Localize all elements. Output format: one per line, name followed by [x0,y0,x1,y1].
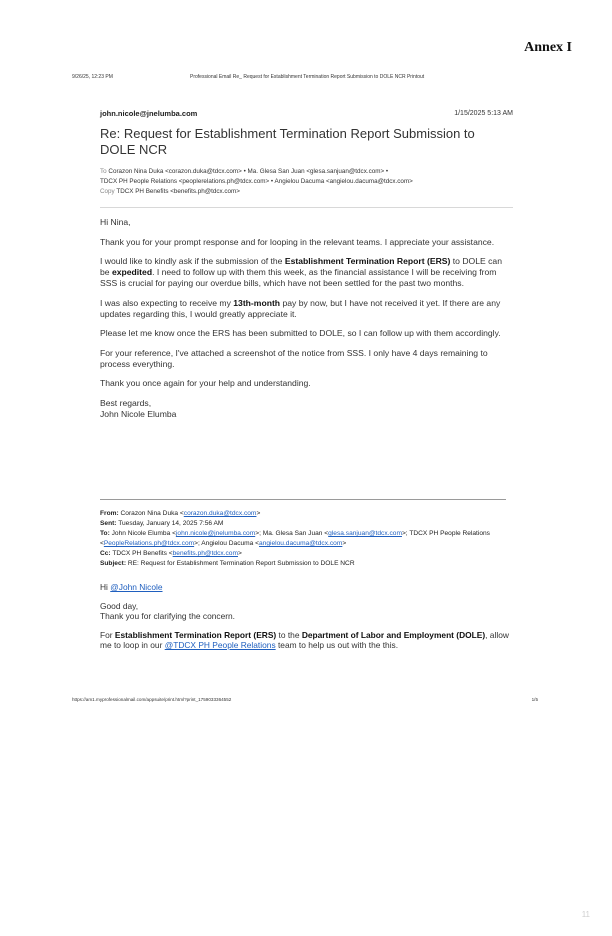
quoted-sent [100,519,512,529]
subject-value: RE: Request for Establishment Termination Report Submission to DOLE NCR [127,560,355,567]
to-value-1: Corazon Nina Duka <corazon.duka@tdcx.com> • Ma. Glesa San Juan <glesa.sanjuan@tdcx.com> • [108,168,389,175]
sent-label: Sent: [100,520,117,527]
sent-value: Tuesday, January 14, 2025 7:56 AM [118,520,224,527]
p2-bold-expedited: expedited [111,267,153,277]
paragraph-5: For your reference, I've attached a screenshot of the notice from SSS. I only have 4 days remaining to process everything. [100,347,488,369]
qp-text-e: team to help us out with the this. [275,640,399,650]
to-label: To [100,168,107,175]
cc-name: TDCX PH Benefits < [112,550,173,557]
to-2-email-link[interactable]: glesa.sanjuan@tdcx.com [328,530,402,537]
from-name: Corazon Nina Duka < [120,510,184,517]
quoted-greeting [100,582,510,593]
paragraph-2 [100,256,513,289]
to-1: John Nicole Elumba < [111,530,176,537]
paragraph-4: Please let me know once the ERS has been submitted to DOLE, so I can follow up with them accordingly. [100,328,501,338]
copy-label: Copy [100,187,115,195]
annex-label: Annex I [524,40,572,55]
cc-email-link[interactable]: benefits.ph@tdcx.com [172,550,238,557]
quoted-paragraph [100,630,510,651]
email-date: 1/15/2025 5:13 AM [454,110,513,117]
qp-text-a: For [100,629,115,640]
to-3-email-link[interactable]: PeopleRelations.ph@tdcx.com [103,540,195,547]
cc-label: Cc: [100,550,111,557]
email-body [100,217,513,428]
qp-text-c: to the [276,629,302,640]
to-label-quoted: To: [100,530,110,537]
from-label: From: [100,510,119,517]
qp-bold-dole: Department of Labor and Employment (DOLE) [301,629,486,640]
qp-text-d: , allow me to loop in our [100,629,509,650]
quoted-cc [100,549,512,559]
cc-close: > [237,550,242,557]
p2-bold-ers: Establishment Termination Report (ERS) [284,256,451,266]
to-4: >; Angielou Dacuma < [194,540,260,547]
quoted-line-2: Thank you for clarifying the concern. [100,611,235,621]
p3-text-a: I was also expecting to receive my [100,297,234,308]
p2-text-d: . I need to follow up with them this week, as the financial assistance I will be receiving from SSS is crucial for paying our overdue bills, which have not been settled for the past two months. [100,267,497,288]
from-close: > [256,510,261,517]
email-subject: Re: Request for Establishment Termination Report Submission to DOLE NCR [100,126,475,157]
quoted-line-1: Good day, [100,600,139,611]
to-3: >; TDCX PH People Relations < [100,530,490,547]
p3-bold: 13th-month [233,297,281,308]
to-line-2: TDCX PH People Relations <peoplerelations.ph@tdcx.com> • Angielou Dacuma <angielou.dacuma@tdcx.com> [100,177,413,185]
paragraph-3 [100,298,513,320]
print-datetime: 9/26/25, 12:23 PM [72,74,113,80]
print-title: Professional Email Re_ Request for Establishment Termination Report Submission to DOLE NCR Printout [190,74,425,80]
p2-text-c: to DOLE can be [100,256,502,277]
to-5: > [342,540,347,547]
quoted-from [100,509,512,519]
quoted-header [100,509,512,569]
paragraph-6: Thank you once again for your help and understanding. [100,378,311,388]
to-line-1 [100,167,520,177]
email-recipients [100,167,520,196]
p3-text-c: pay by now, but I have not received it yet. If there are any updates regarding this, I would greatly appreciate it. [100,297,501,319]
header-divider [100,207,513,208]
quoted-greeting-text: Hi [100,582,111,592]
print-page-count: 1/5 [531,697,538,702]
page-number: 11 [581,910,590,919]
paragraph-1: Thank you for your prompt response and for looping in the relevant teams. I appreciate your assistance. [100,236,495,247]
email-sender: john.nicole@jnelumba.com [100,109,198,118]
to-4-email-link[interactable]: angielou.dacuma@tdcx.com [259,540,343,547]
qp-bold-ers: Establishment Termination Report (ERS) [114,629,277,640]
copy-value: TDCX PH Benefits <benefits.ph@tdcx.com> [116,187,240,195]
signature: John Nicole Elumba [100,408,177,419]
subject-label: Subject: [100,560,127,567]
mention-link[interactable]: @John Nicole [110,582,163,592]
greeting: Hi Nina, [100,217,131,227]
p2-text-a: I would like to kindly ask if the submission of the [100,256,285,266]
quoted-to [100,529,512,549]
to-1-email-link[interactable]: john.nicole@jnelumba.com [175,530,256,537]
quoted-subject [100,559,512,569]
print-url: https://am1.myprofessionalmail.com/appsuite/print.html?print_1759033364552 [72,697,232,702]
quoted-divider [100,499,506,500]
quoted-body [100,582,510,659]
copy-line [100,187,520,197]
people-relations-mention-link[interactable]: @TDCX PH People Relations [164,640,276,650]
quoted-lines [100,601,510,622]
signoff: Best regards, [100,397,152,408]
to-2: >; Ma. Glesa San Juan < [255,530,329,537]
from-email-link[interactable]: corazon.duka@tdcx.com [183,510,257,517]
